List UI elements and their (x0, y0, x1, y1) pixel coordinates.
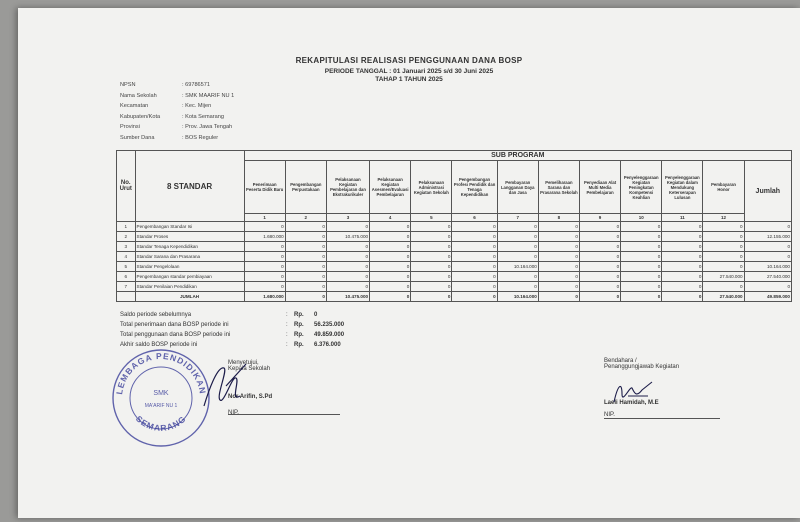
standard-name: Standar Sarana dan Prasarana (135, 252, 244, 262)
info-label: Kabupaten/Kota (120, 113, 161, 120)
table-cell: 0 (579, 252, 620, 262)
table-cell: 0 (621, 252, 662, 262)
table-cell: 0 (326, 242, 369, 252)
table-cell: 0 (662, 252, 703, 262)
summary-currency: Rp. (294, 332, 304, 338)
row-number: 6 (117, 272, 136, 282)
column-number: 8 (538, 214, 579, 222)
summary-value: 56.235.000 (314, 322, 345, 328)
info-value: : 69786571 (182, 82, 210, 88)
table-cell: 0 (621, 272, 662, 282)
summary-currency: Rp. (294, 342, 304, 348)
row-number: 7 (117, 282, 136, 292)
table-cell: 0 (370, 232, 411, 242)
summary-currency: Rp. (294, 312, 304, 318)
sub-program-header: SUB PROGRAM (244, 151, 791, 161)
sub-column-header: Pembayaran Langganan Daya dan Jasa (497, 161, 538, 214)
table-cell: 0 (244, 272, 285, 282)
table-cell: 1.680.000 (244, 232, 285, 242)
table-cell: 0 (621, 232, 662, 242)
table-cell: 0 (244, 282, 285, 292)
table-cell: 0 (326, 272, 369, 282)
stamp-school-text: MA'ARIF NU 1 (144, 403, 178, 409)
info-value: : Prov. Jawa Tengah (182, 124, 233, 130)
table-row (117, 262, 792, 272)
sub-column-header: Penyelenggaraan Kegiatan Peningkatan Kompetensi Keahlian (621, 161, 662, 214)
row-number: 4 (117, 252, 136, 262)
no-header: No. Urut (117, 151, 136, 222)
info-label: NPSN (120, 82, 136, 88)
standard-name: Standar Proses (135, 232, 244, 242)
table-cell: 0 (497, 222, 538, 232)
principal-nip: NIP. (228, 410, 239, 416)
grand-total: 49.859.000 (744, 292, 791, 302)
sub-column-header: Pelaksanaan Administrasi Kegiatan Sekolah (411, 161, 452, 214)
row-total: 10.164.000 (744, 262, 791, 272)
table-cell: 0 (538, 252, 579, 262)
row-number: 5 (117, 262, 136, 272)
info-row (120, 82, 234, 93)
principal-signature-line (228, 414, 340, 415)
table-cell: 0 (703, 242, 744, 252)
table-row (117, 282, 792, 292)
info-label: Nama Sekolah (120, 92, 157, 99)
info-row (120, 93, 234, 104)
table-cell: 0 (370, 272, 411, 282)
info-label: Provinsi (120, 124, 140, 130)
table-cell: 0 (244, 222, 285, 232)
table-cell: 0 (703, 222, 744, 232)
table-cell: 0 (662, 242, 703, 252)
table-cell: 0 (452, 262, 497, 272)
table-cell: 27.540.000 (703, 272, 744, 282)
table-row (117, 222, 792, 232)
column-number: 10 (621, 214, 662, 222)
column-number: 11 (662, 214, 703, 222)
column-number: 6 (452, 214, 497, 222)
principal-name: Nor Arifin, S.Pd (228, 394, 273, 400)
table-cell: 10.475.000 (326, 232, 369, 242)
info-value: : BOS Reguler (182, 134, 219, 141)
treasurer-signature-line (604, 418, 720, 419)
table-cell: 0 (662, 222, 703, 232)
sub-column-header: Penyediaan Alat Multi Media Pembelajaran (579, 161, 620, 214)
summary-label: Akhir saldo BOSP periode ini (120, 342, 198, 348)
table-cell: 0 (497, 242, 538, 252)
table-cell: 0 (411, 252, 452, 262)
sub-column-header: Pengembangan Profesi Pendidik dan Tenaga Kependidikan (452, 161, 497, 214)
total-header: Jumlah (744, 161, 791, 222)
table-cell: 0 (538, 262, 579, 272)
table-cell: 0 (244, 262, 285, 272)
table-cell: 0 (285, 222, 326, 232)
standard-name: Pengembangan standar pembiayaan (135, 272, 244, 282)
table-cell: 0 (452, 282, 497, 292)
total-row (117, 292, 792, 302)
sub-column-header: Penyelenggaraan Kegiatan dalam Mendukung Keterserapan Lulusan (662, 161, 703, 214)
table-cell: 0 (621, 242, 662, 252)
table-cell: 0 (285, 272, 326, 282)
table-cell: 0 (621, 262, 662, 272)
school-info (120, 82, 234, 145)
table-cell: 10.164.000 (497, 262, 538, 272)
column-number: 7 (497, 214, 538, 222)
row-number: 2 (117, 232, 136, 242)
document-stage: TAHAP 1 TAHUN 2025 (375, 76, 443, 83)
standard-header: 8 STANDAR (135, 151, 244, 222)
summary-label: Total penggunaan dana BOSP periode ini (120, 332, 231, 338)
table-cell: 0 (326, 222, 369, 232)
document-title: REKAPITULASI REALISASI PENGGUNAAN DANA BOSP (295, 56, 523, 65)
table-cell: 0 (538, 272, 579, 282)
table-cell: 0 (370, 242, 411, 252)
table-cell: 0 (285, 242, 326, 252)
stamp-mid-text: SMK (153, 390, 169, 397)
table-cell: 0 (703, 232, 744, 242)
info-row (120, 124, 234, 135)
total-cell: 1.680.000 (244, 292, 285, 302)
table-cell: 0 (579, 242, 620, 252)
table-cell: 0 (538, 222, 579, 232)
table-cell: 0 (326, 262, 369, 272)
table-cell: 0 (662, 272, 703, 282)
total-cell: 0 (285, 292, 326, 302)
table-cell: 0 (703, 282, 744, 292)
table-cell: 0 (370, 282, 411, 292)
column-number: 1 (244, 214, 285, 222)
stamp-bottom-text: SEMARANG (133, 413, 189, 433)
treasurer-nip: NIP. (604, 412, 615, 418)
total-cell: 0 (370, 292, 411, 302)
sub-column-header: Penerimaan Peserta Didik Baru (244, 161, 285, 214)
column-number: 5 (411, 214, 452, 222)
table-cell: 0 (452, 272, 497, 282)
table-cell: 0 (244, 252, 285, 262)
table-cell: 0 (285, 252, 326, 262)
summary-value: 0 (314, 312, 318, 318)
table-cell: 0 (497, 282, 538, 292)
summary-row: Saldo periode sebelumnya : Rp. 0 (120, 312, 344, 322)
table-cell: 0 (621, 282, 662, 292)
row-total: 0 (744, 282, 791, 292)
summary-row: Total penggunaan dana BOSP periode ini : Rp. 49.859.000 (120, 332, 344, 342)
table-cell: 0 (538, 282, 579, 292)
standard-name: Standar Pengelolaan (135, 262, 244, 272)
table-cell: 0 (579, 262, 620, 272)
total-cell: 0 (579, 292, 620, 302)
total-cell: 27.540.000 (703, 292, 744, 302)
table-cell: 0 (579, 222, 620, 232)
total-label: JUMLAH (135, 292, 244, 302)
total-cell: 0 (411, 292, 452, 302)
total-cell: 0 (452, 292, 497, 302)
row-total: 0 (744, 252, 791, 262)
sub-column-header: Pelaksanaan Kegiatan Asesmen/Evaluasi Pembelajaran (370, 161, 411, 214)
table-cell: 0 (370, 262, 411, 272)
table-cell: 0 (326, 252, 369, 262)
table-cell: 0 (452, 222, 497, 232)
table-row (117, 232, 792, 242)
summary-row: Total penerimaan dana BOSP periode ini : Rp. 56.235.000 (120, 322, 344, 332)
info-label: Sumber Dana (120, 134, 155, 141)
table-cell: 0 (662, 262, 703, 272)
summary-label: Total penerimaan dana BOSP periode ini (120, 322, 229, 328)
info-row (120, 135, 234, 146)
table-cell: 0 (244, 242, 285, 252)
total-cell: 0 (621, 292, 662, 302)
summary-label: Saldo periode sebelumnya (120, 312, 192, 318)
table-cell: 0 (538, 242, 579, 252)
document-period: PERIODE TANGGAL : 01 Januari 2025 s/d 30 Juni 2025 (324, 68, 494, 75)
table-row (117, 272, 792, 282)
info-value: : Kec. Mijen (182, 103, 212, 109)
table-cell: 0 (411, 282, 452, 292)
table-cell: 0 (497, 252, 538, 262)
info-row (120, 114, 234, 125)
summary-value: 49.859.000 (314, 332, 345, 338)
principal-title: Kepala Sekolah (228, 366, 271, 372)
sub-column-header: Pemeliharaan Sarana dan Prasarana Sekolah (538, 161, 579, 214)
info-value: : Kota Semarang (182, 113, 224, 120)
table-cell: 0 (285, 262, 326, 272)
table-cell: 0 (411, 222, 452, 232)
table-cell: 0 (662, 232, 703, 242)
total-cell: 10.164.000 (497, 292, 538, 302)
table-cell: 0 (579, 272, 620, 282)
table-cell: 0 (452, 232, 497, 242)
table-cell: 0 (621, 222, 662, 232)
table-cell: 0 (538, 232, 579, 242)
table-cell: 0 (703, 262, 744, 272)
table-cell: 0 (285, 282, 326, 292)
table-cell: 0 (411, 242, 452, 252)
approval-label: Menyetujui, (228, 360, 259, 366)
row-number: 3 (117, 242, 136, 252)
table-cell: 0 (497, 272, 538, 282)
row-number: 1 (117, 222, 136, 232)
standard-name: Standar Penilaian Pendidikan (135, 282, 244, 292)
table-cell: 0 (370, 252, 411, 262)
standard-name: Standar Tenaga Kependidikan (135, 242, 244, 252)
table-cell: 0 (497, 232, 538, 242)
table-cell: 0 (326, 282, 369, 292)
column-number: 12 (703, 214, 744, 222)
summary-currency: Rp. (294, 322, 304, 328)
info-row (120, 103, 234, 114)
table-row (117, 252, 792, 262)
info-label: Kecamatan (120, 103, 149, 109)
table-cell: 0 (579, 232, 620, 242)
table-cell: 0 (370, 222, 411, 232)
total-cell: 0 (662, 292, 703, 302)
row-total: 0 (744, 222, 791, 232)
table-cell: 0 (452, 252, 497, 262)
table-cell: 0 (452, 242, 497, 252)
treasurer-signature (608, 378, 658, 408)
column-number: 9 (579, 214, 620, 222)
summary-value: 6.376.000 (314, 342, 341, 348)
table-cell: 0 (411, 272, 452, 282)
row-total: 12.155.000 (744, 232, 791, 242)
stamp-top-text: LEMBAGA PENDIDIKAN (114, 350, 208, 396)
table-body (117, 222, 792, 302)
treasurer-role: Penanggungjawab Kegiatan (604, 364, 680, 370)
sub-column-header: Pembayaran Honor (703, 161, 744, 214)
table-cell: 0 (703, 252, 744, 262)
row-total: 27.540.000 (744, 272, 791, 282)
treasurer-name: Laeli Hamidah, M.E (604, 400, 659, 406)
total-cell: 10.475.000 (326, 292, 369, 302)
column-number: 3 (326, 214, 369, 222)
sub-column-header: Pengembangan Perpustakaan (285, 161, 326, 214)
table-row (117, 242, 792, 252)
table-cell: 0 (662, 282, 703, 292)
recap-table (116, 150, 792, 302)
total-cell: 0 (538, 292, 579, 302)
column-number: 4 (370, 214, 411, 222)
treasurer-title: Bendahara / (604, 358, 637, 364)
principal-signature (196, 356, 256, 416)
sub-column-header: Pelaksanaan Kegiatan Pembelajaran dan Ekstrakurikuler (326, 161, 369, 214)
info-value: : SMK MAARIF NU 1 (182, 92, 235, 99)
table-cell: 0 (411, 262, 452, 272)
summary-row: Akhir saldo BOSP periode ini : Rp. 6.376.000 (120, 342, 344, 352)
table-cell: 0 (579, 282, 620, 292)
column-number: 2 (285, 214, 326, 222)
table-cell: 0 (411, 232, 452, 242)
row-total: 0 (744, 242, 791, 252)
total-blank (117, 292, 136, 302)
table-cell: 0 (285, 232, 326, 242)
standard-name: Pengembangan Standar Isi (135, 222, 244, 232)
